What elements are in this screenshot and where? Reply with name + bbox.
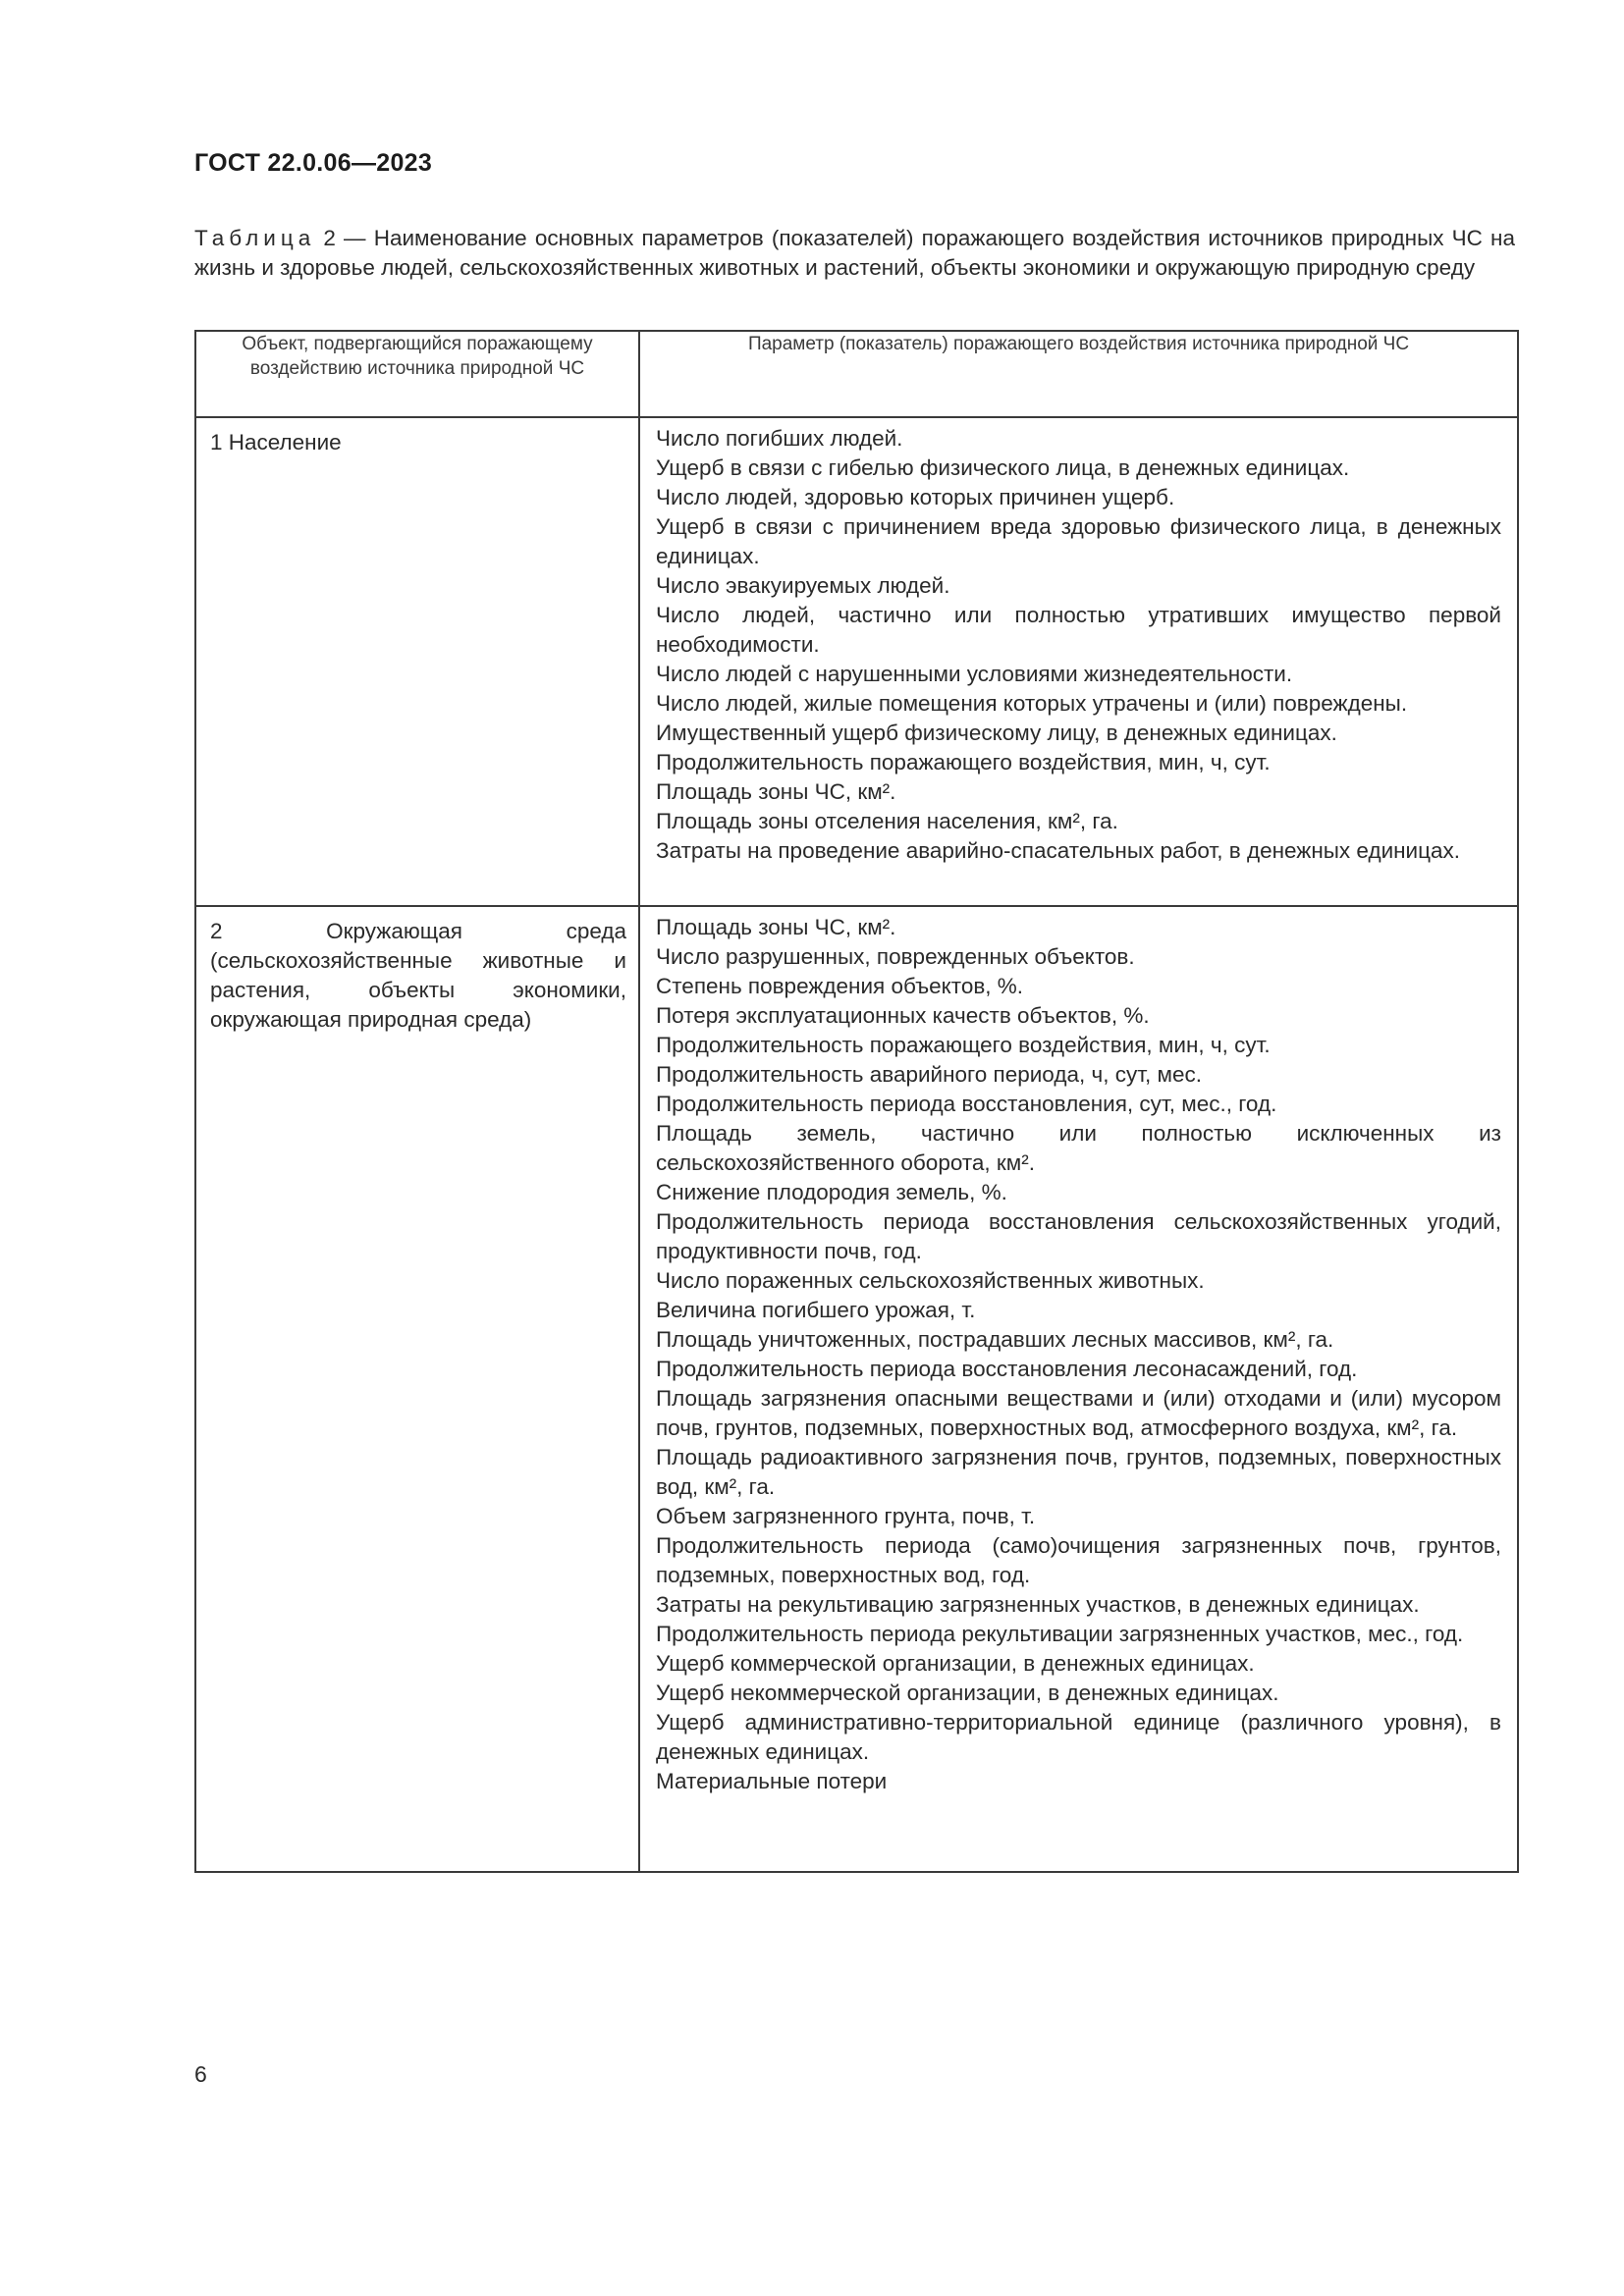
param-item: Снижение плодородия земель, %. bbox=[656, 1180, 1007, 1204]
param-item: Число погибших людей. bbox=[656, 426, 903, 451]
param-item: Площадь зоны отселения населения, км², га. bbox=[656, 809, 1118, 833]
param-item: Степень повреждения объектов, %. bbox=[656, 974, 1024, 998]
param-item: Продолжительность периода (само)очищения загрязненных почв, грунтов, подземных, поверхностных вод, год. bbox=[656, 1533, 1501, 1587]
param-item: Число людей, жилые помещения которых утрачены и (или) повреждены. bbox=[656, 691, 1408, 716]
param-item: Ущерб в связи с причинением вреда здоровью физического лица, в денежных единицах. bbox=[656, 514, 1501, 568]
param-item: Величина погибшего урожая, т. bbox=[656, 1298, 976, 1322]
param-item: Объем загрязненного грунта, почв, т. bbox=[656, 1504, 1036, 1528]
param-item: Площадь радиоактивного загрязнения почв, грунтов, подземных, поверхностных вод, км², га. bbox=[656, 1445, 1501, 1499]
param-item: Продолжительность поражающего воздействия, мин, ч, сут. bbox=[656, 750, 1271, 774]
header-parameter: Параметр (показатель) поражающего воздействия источника природной ЧС bbox=[639, 331, 1518, 417]
table-caption-label: Таблица bbox=[194, 226, 316, 250]
param-item: Продолжительность периода рекультивации загрязненных участков, мес., год. bbox=[656, 1622, 1464, 1646]
param-item: Продолжительность аварийного периода, ч, сут, мес. bbox=[656, 1062, 1202, 1087]
param-item: Площадь земель, частично или полностью исключенных из сельскохозяйственного оборота, км². bbox=[656, 1121, 1501, 1175]
table-caption bbox=[194, 224, 1515, 283]
param-item: Затраты на проведение аварийно-спасательных работ, в денежных единицах. bbox=[656, 838, 1461, 863]
param-item: Число людей, здоровью которых причинен ущерб. bbox=[656, 485, 1175, 509]
param-item: Число разрушенных, поврежденных объектов. bbox=[656, 944, 1135, 969]
param-item: Ущерб коммерческой организации, в денежных единицах. bbox=[656, 1651, 1255, 1676]
param-item: Площадь зоны ЧС, км². bbox=[656, 779, 896, 804]
table-header-row bbox=[195, 331, 1518, 417]
param-item: Затраты на рекультивацию загрязненных участков, в денежных единицах. bbox=[656, 1592, 1420, 1617]
param-item: Продолжительность периода восстановления лесонасаждений, год. bbox=[656, 1357, 1358, 1381]
param-item: Площадь загрязнения опасными веществами и (или) отходами и (или) мусором почв, грунтов, подземных, поверхностных вод, атмосферного воздуха, км², га. bbox=[656, 1386, 1501, 1440]
object-cell: 1 Население bbox=[195, 417, 639, 906]
param-item: Ущерб в связи с гибелью физического лица, в денежных единицах. bbox=[656, 455, 1350, 480]
param-item: Продолжительность периода восстановления, сут, мес., год. bbox=[656, 1092, 1277, 1116]
param-item: Продолжительность поражающего воздействия, мин, ч, сут. bbox=[656, 1033, 1271, 1057]
page-number: 6 bbox=[194, 2061, 207, 2087]
parameters-cell bbox=[639, 417, 1518, 906]
param-item: Материальные потери bbox=[656, 1769, 888, 1793]
param-item: Имущественный ущерб физическому лицу, в денежных единицах. bbox=[656, 721, 1337, 745]
table-row-population bbox=[195, 417, 1518, 906]
parameters-table bbox=[194, 330, 1519, 1873]
param-item: Число пораженных сельскохозяйственных животных. bbox=[656, 1268, 1205, 1293]
param-item: Ущерб административно-территориальной единице (различного уровня), в денежных единицах. bbox=[656, 1710, 1501, 1764]
object-cell: 2 Окружающая среда (сельскохозяйственные животные и растения, объекты экономики, окружающая природная среда) bbox=[195, 906, 639, 1872]
param-item: Ущерб некоммерческой организации, в денежных единицах. bbox=[656, 1681, 1279, 1705]
param-item: Площадь уничтоженных, пострадавших лесных массивов, км², га. bbox=[656, 1327, 1334, 1352]
table-caption-title: 2 — Наименование основных параметров (показателей) поражающего воздействия источников природных ЧС на жизнь и здоровье людей, сельскохозяйственных животных и растений, объекты экономики и окружающую природную среду bbox=[194, 226, 1515, 280]
param-item: Продолжительность периода восстановления сельскохозяйственных угодий, продуктивности почв, год. bbox=[656, 1209, 1501, 1263]
document-code: ГОСТ 22.0.06—2023 bbox=[194, 149, 433, 177]
param-item: Число людей с нарушенными условиями жизнедеятельности. bbox=[656, 662, 1293, 686]
table-row-environment bbox=[195, 906, 1518, 1872]
param-item: Число эвакуируемых людей. bbox=[656, 573, 950, 598]
header-object: Объект, подвергающийся поражающему воздействию источника природной ЧС bbox=[195, 331, 639, 417]
param-item: Площадь зоны ЧС, км². bbox=[656, 915, 896, 939]
param-item: Потеря эксплуатационных качеств объектов, %. bbox=[656, 1003, 1150, 1028]
parameters-cell bbox=[639, 906, 1518, 1872]
param-item: Число людей, частично или полностью утративших имущество первой необходимости. bbox=[656, 603, 1501, 657]
